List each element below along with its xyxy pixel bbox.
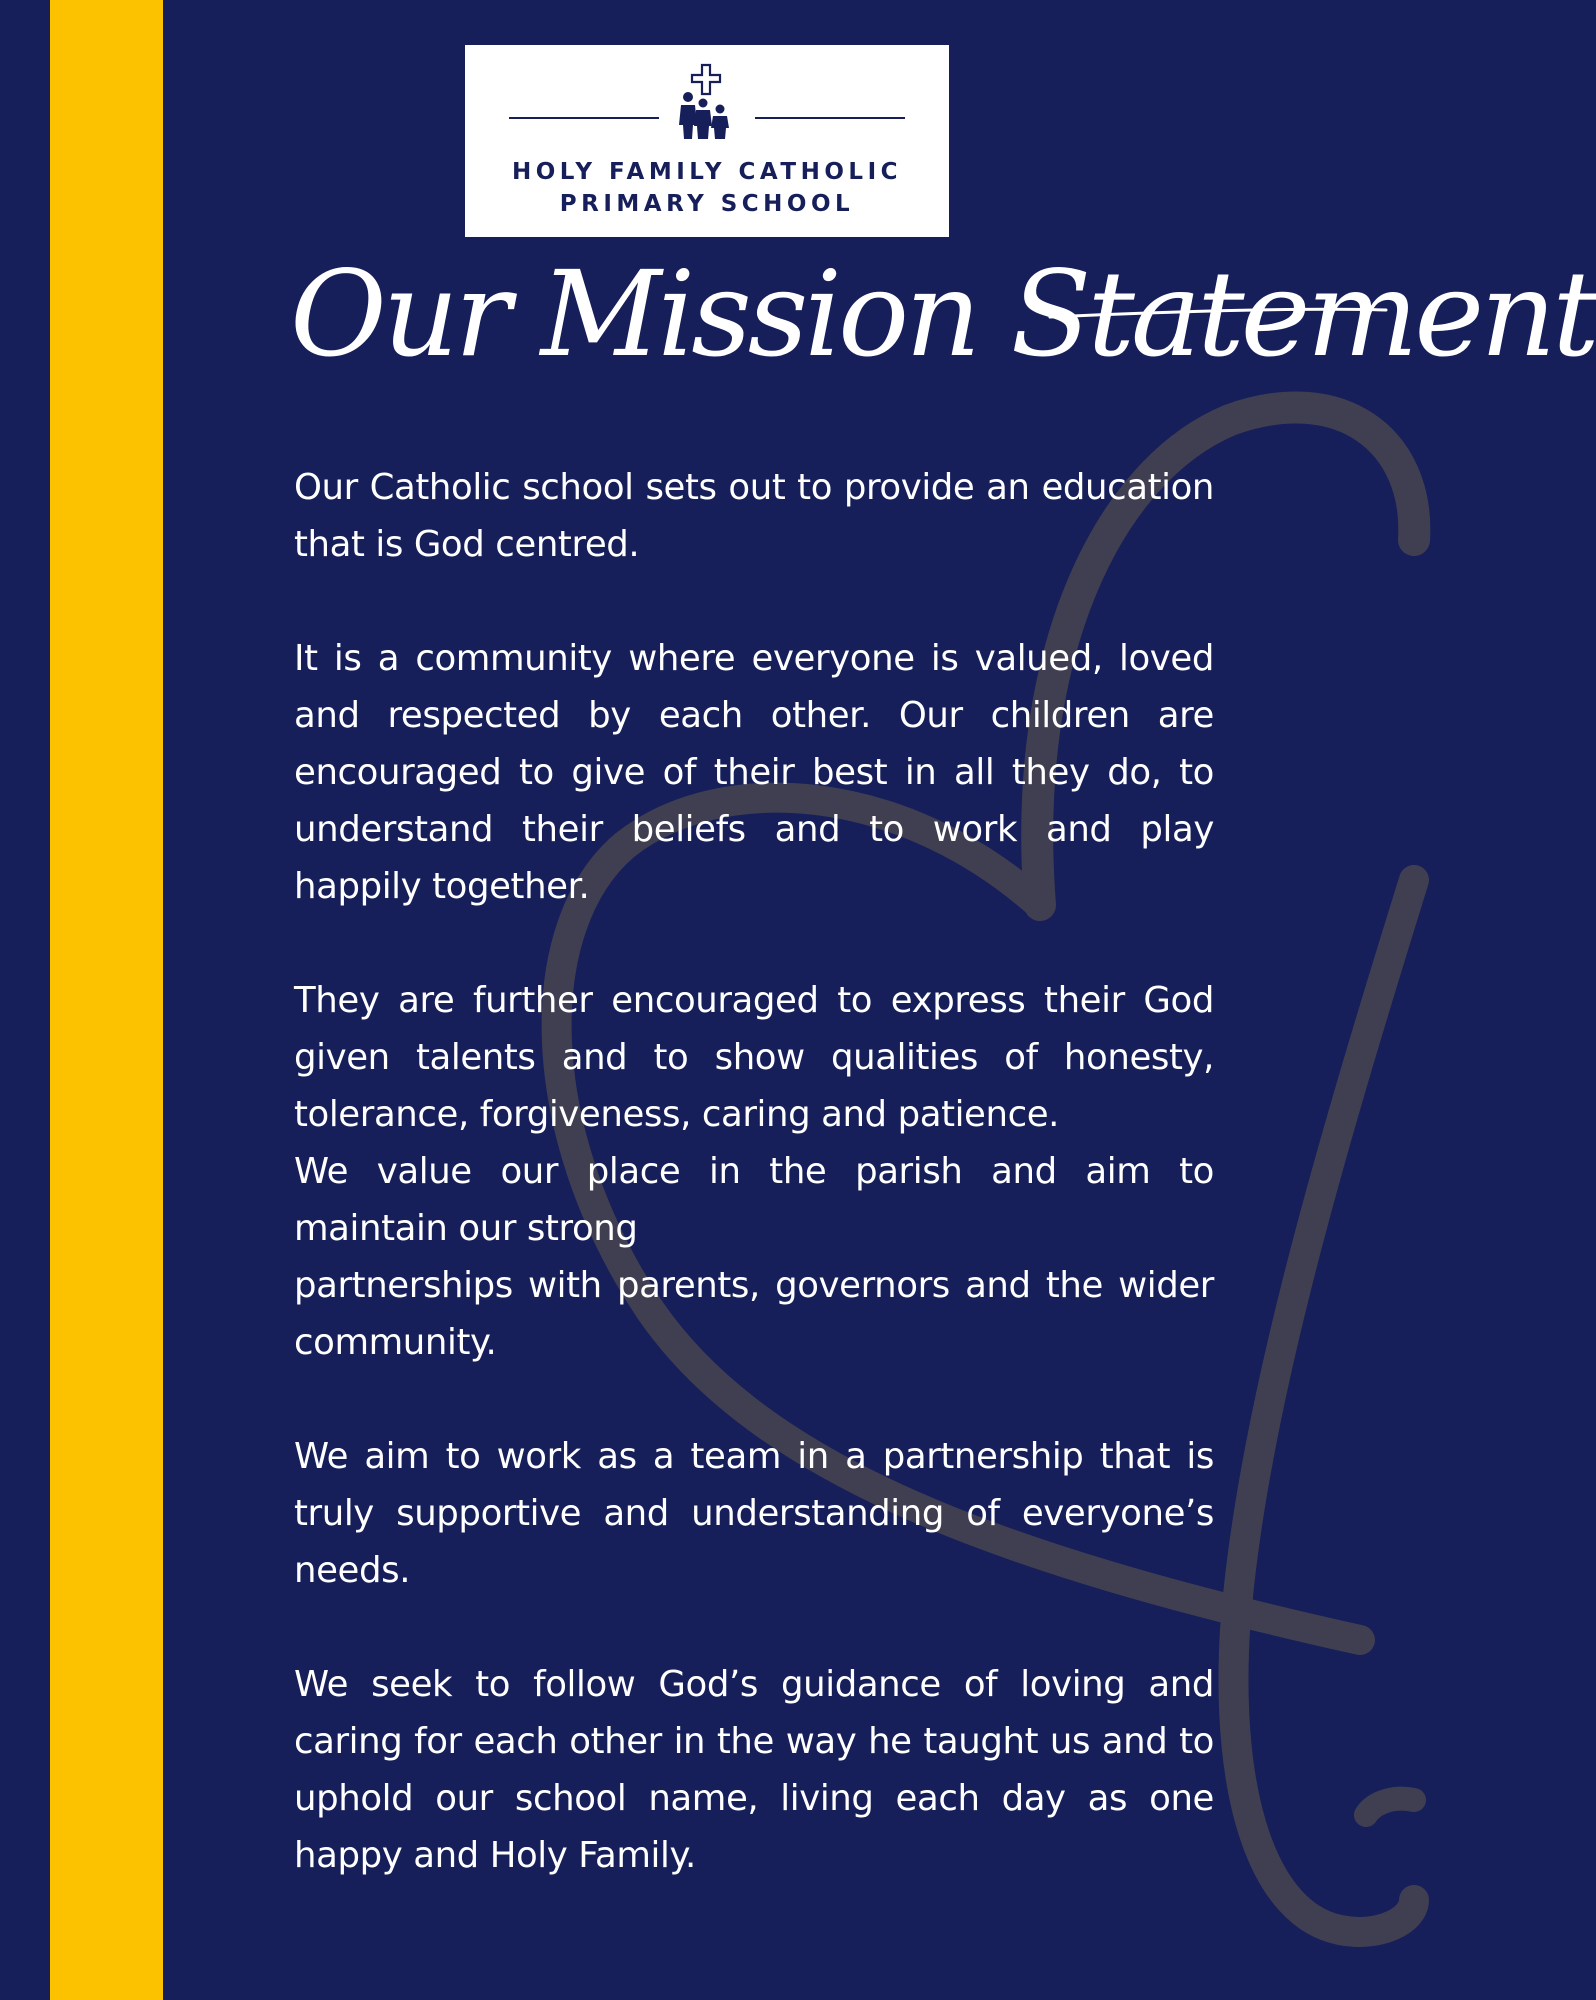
- mission-paragraph-3: They are further encouraged to express their God given talents and to show qualities of honesty, tolerance, forgiveness, caring and patience.: [294, 980, 1214, 1135]
- logo-school-name-line1: HOLY FAMILY CATHOLIC: [511, 159, 903, 185]
- mission-paragraph-5: partnerships with parents, governors and the wider community.: [294, 1265, 1214, 1363]
- cross-and-family-icon: [676, 63, 738, 145]
- mission-paragraph-6: We aim to work as a team in a partnership that is truly supportive and understanding of everyone’s needs.: [294, 1436, 1214, 1591]
- mission-paragraph-7: We seek to follow God’s guidance of loving and caring for each other in the way he taught us and to uphold our school name, living each day as one happy and Holy Family.: [294, 1664, 1214, 1876]
- page-title: Our Mission Statement: [290, 245, 1596, 383]
- logo-right-rule: [755, 117, 905, 119]
- mission-statement-body: [294, 459, 1214, 1884]
- mission-paragraph-4: We value our place in the parish and aim to maintain our strong: [294, 1151, 1214, 1249]
- logo-left-rule: [509, 117, 659, 119]
- mission-paragraph-1: Our Catholic school sets out to provide an education that is God centred.: [294, 467, 1214, 565]
- mission-paragraph-2: It is a community where everyone is valued, loved and respected by each other. Our children are encouraged to give of their best in all they do, to understand their beliefs and to work and play happily together.: [294, 638, 1214, 907]
- logo-school-name-line2: PRIMARY SCHOOL: [559, 191, 855, 217]
- school-logo: [465, 45, 949, 237]
